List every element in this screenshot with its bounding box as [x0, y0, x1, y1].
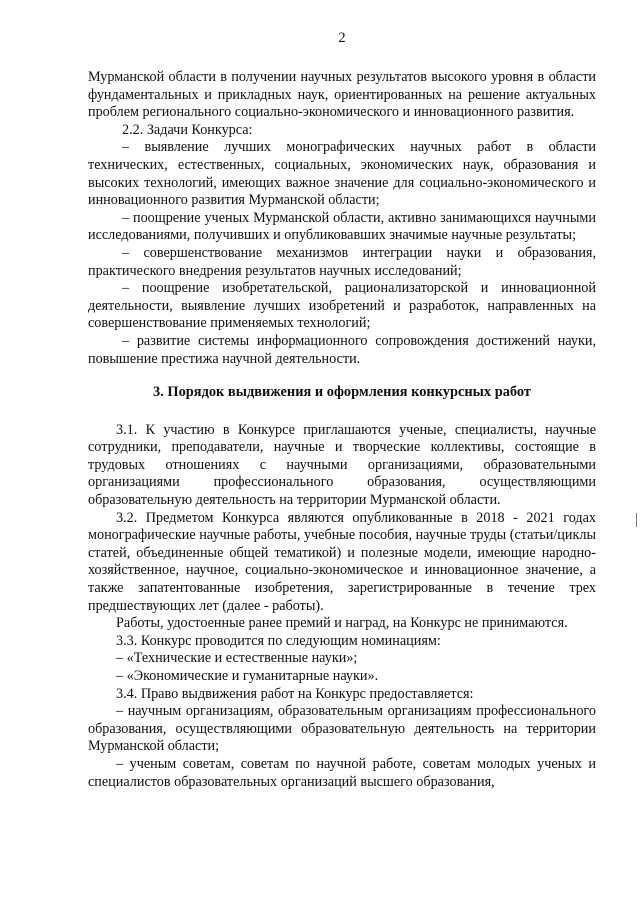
tasks-heading: 2.2. Задачи Конкурса:: [122, 121, 253, 138]
margin-mark: [636, 513, 637, 527]
paragraph-3-2: 3.2. Предметом Конкурса являются опубликованные в 2018 - 2021 годах монографические научные работы, учебные пособия, научные труды (статьи/циклы статей, объединенные общей тематикой) и полезные модели, имеющие народно-хозяйственное, научное, социально-экономическое и инновационное значение, а также запатентованные изобретения, зарегистрированные в течение трех предшествующих лет (далее - работы).: [88, 509, 596, 614]
nomination-item-1: – «Технические и естественные науки»;: [116, 650, 358, 667]
paragraph-3-1: 3.1. К участию в Конкурсе приглашаются ученые, специалисты, научные сотрудники, преподаватели, научные и творческие коллективы, состоящие в трудовых отношениях с научными организациями, образовательными организациями профессионального образования, осуществляющими образовательную деятельность на территории Мурманской области.: [88, 421, 596, 509]
nomination-item-2: – «Экономические и гуманитарные науки».: [116, 668, 379, 684]
paragraph-3-4: 3.4. Право выдвижения работ на Конкурс предоставляется:: [116, 685, 474, 702]
task-item-4: – поощрение изобретательской, рационализаторской и инновационной деятельности, выявление лучших изобретений и разработок, направленных на совершенствование применяемых технологий;: [88, 280, 596, 332]
page-number: 2: [338, 30, 346, 46]
paragraph-3-3: 3.3. Конкурс проводится по следующим номинациям:: [116, 632, 441, 649]
paragraph-awards: Работы, удостоенные ранее премий и наград, на Конкурс не принимаются.: [116, 615, 568, 632]
rights-item-2: – ученым советам, советам по научной работе, советам молодых ученых и специалистов образовательных организаций высшего образования,: [88, 755, 596, 790]
task-item-2: – поощрение ученых Мурманской области, активно занимающихся научными исследованиями, получивших и опубликовавших значимые научные результаты;: [88, 209, 596, 244]
rights-item-1: – научным организациям, образовательным организациям профессионального образования, осуществляющими образовательную деятельность на территории Мурманской области;: [88, 703, 596, 755]
task-item-3: – совершенствование механизмов интеграции науки и образования, практического внедрения результатов научных исследований;: [88, 244, 596, 279]
task-item-1: – выявление лучших монографических научных работ в области технических, естественных, социальных, экономических наук, образования и высоких технологий, имеющих важное значение для социально-экономического и инновационного развития Мурманской области;: [88, 139, 596, 209]
task-item-5: – развитие системы информационного сопровождения достижений науки, повышение престижа научной деятельности.: [88, 332, 596, 367]
document-page: [88, 30, 596, 791]
intro-paragraph: Мурманской области в получении научных результатов высокого уровня в области фундаментальных и прикладных наук, ориентированных на решение актуальных проблем регионального социально-экономического и инновационного развития.: [88, 69, 596, 121]
section-3-title: 3. Порядок выдвижения и оформления конкурсных работ: [153, 384, 531, 401]
